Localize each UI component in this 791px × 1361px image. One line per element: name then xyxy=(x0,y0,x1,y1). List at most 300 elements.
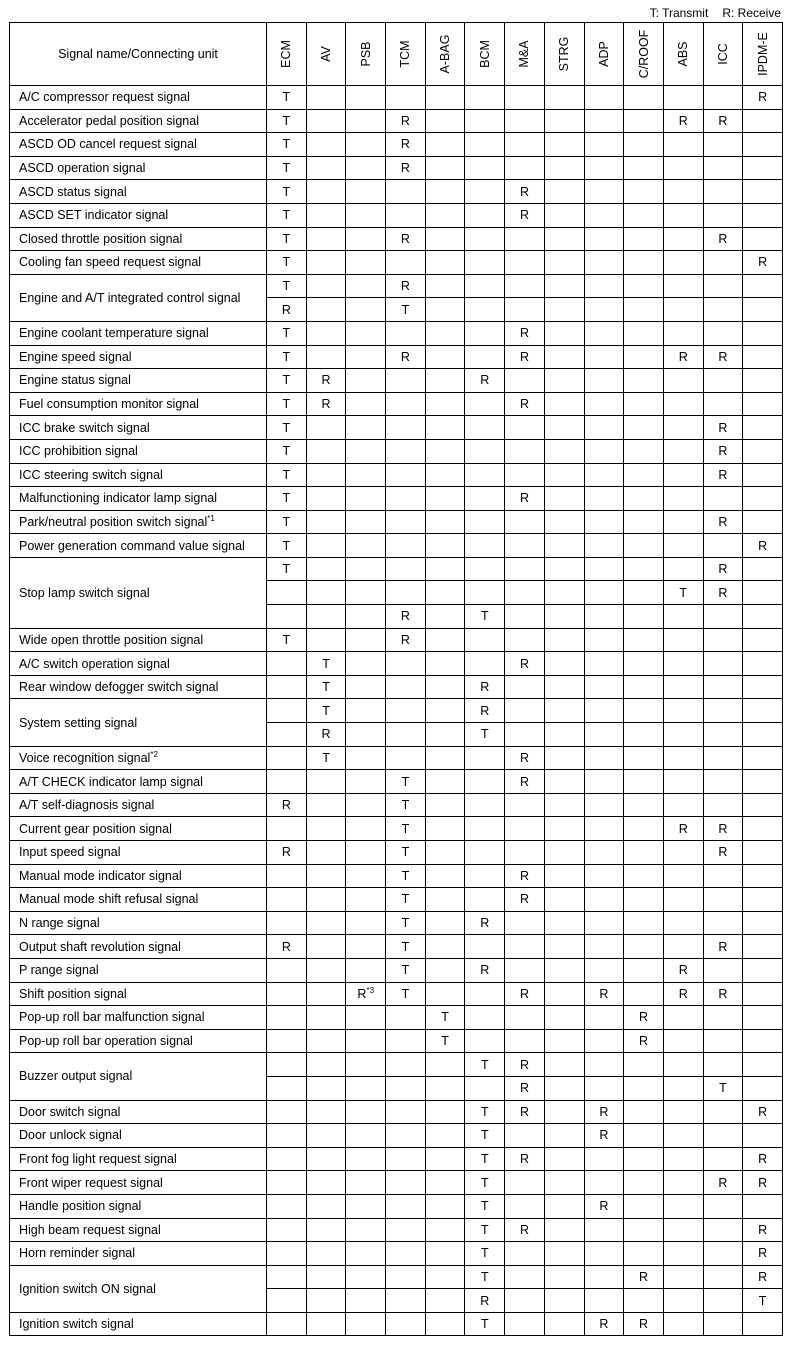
signal-name xyxy=(10,180,267,204)
signal-name-text: Buzzer output signal xyxy=(19,1069,133,1084)
cell-ecm xyxy=(267,180,307,204)
signal-name-text: Accelerator pedal position signal xyxy=(19,113,199,128)
cell-icc xyxy=(703,746,743,770)
cell-a-bag xyxy=(425,935,465,959)
cell-strg xyxy=(544,487,584,511)
cell-value: R xyxy=(519,1152,529,1167)
cell-abs xyxy=(663,1265,703,1289)
cell-m-a xyxy=(505,958,545,982)
unit-header-label: AV xyxy=(319,46,334,62)
cell-strg xyxy=(544,770,584,794)
cell-abs xyxy=(663,1147,703,1171)
cell-value: T xyxy=(282,373,291,388)
cell-ipdm-e xyxy=(743,345,783,369)
cell-icc xyxy=(703,1312,743,1336)
cell-av xyxy=(306,487,346,511)
cell-av xyxy=(306,463,346,487)
cell-m-a xyxy=(505,864,545,888)
cell-av xyxy=(306,958,346,982)
table-row xyxy=(10,1171,783,1195)
cell-value: R xyxy=(639,1317,649,1332)
cell-c-roof xyxy=(624,1312,664,1336)
cell-tcm xyxy=(386,416,426,440)
cell-c-roof xyxy=(624,746,664,770)
signal-name xyxy=(10,1265,267,1312)
cell-strg xyxy=(544,675,584,699)
signal-name-text: Door switch signal xyxy=(19,1104,121,1119)
cell-adp xyxy=(584,1147,624,1171)
cell-abs xyxy=(663,888,703,912)
cell-a-bag xyxy=(425,746,465,770)
cell-adp xyxy=(584,793,624,817)
cell-psb xyxy=(346,1076,386,1100)
cell-tcm xyxy=(386,439,426,463)
cell-icc xyxy=(703,1171,743,1195)
cell-c-roof xyxy=(624,1265,664,1289)
signal-name xyxy=(10,487,267,511)
cell-value: R xyxy=(519,750,529,765)
cell-value: T xyxy=(401,986,410,1001)
cell-bcm xyxy=(465,1029,505,1053)
cell-tcm xyxy=(386,1053,426,1077)
cell-ipdm-e xyxy=(743,203,783,227)
cell-ipdm-e xyxy=(743,935,783,959)
cell-c-roof xyxy=(624,392,664,416)
cell-value: R xyxy=(678,963,688,978)
signal-name xyxy=(10,439,267,463)
cell-a-bag xyxy=(425,1006,465,1030)
cell-ipdm-e xyxy=(743,1312,783,1336)
cell-m-a xyxy=(505,935,545,959)
cell-psb xyxy=(346,628,386,652)
cell-value: R xyxy=(718,585,728,600)
cell-ecm xyxy=(267,156,307,180)
cell-adp xyxy=(584,958,624,982)
cell-value: R xyxy=(718,986,728,1001)
cell-bcm xyxy=(465,1218,505,1242)
cell-value: T xyxy=(480,609,489,624)
signal-name-text: Ignition switch signal xyxy=(19,1317,134,1332)
cell-adp xyxy=(584,1242,624,1266)
cell-bcm xyxy=(465,628,505,652)
unit-header-label: PSB xyxy=(358,41,373,67)
cell-m-a xyxy=(505,699,545,723)
cell-tcm xyxy=(386,1265,426,1289)
cell-abs xyxy=(663,251,703,275)
cell-c-roof xyxy=(624,321,664,345)
cell-m-a xyxy=(505,1242,545,1266)
cell-bcm xyxy=(465,817,505,841)
signal-name-text: A/T CHECK indicator lamp signal xyxy=(19,774,203,789)
cell-ecm xyxy=(267,793,307,817)
cell-psb xyxy=(346,156,386,180)
cell-adp xyxy=(584,1265,624,1289)
cell-a-bag xyxy=(425,345,465,369)
cell-a-bag xyxy=(425,463,465,487)
cell-ecm xyxy=(267,534,307,558)
cell-strg xyxy=(544,439,584,463)
table-row xyxy=(10,274,783,298)
cell-bcm xyxy=(465,888,505,912)
signal-name-text: Door unlock signal xyxy=(19,1128,122,1143)
cell-m-a xyxy=(505,1147,545,1171)
cell-av xyxy=(306,817,346,841)
cell-ipdm-e xyxy=(743,1006,783,1030)
cell-bcm xyxy=(465,510,505,534)
cell-psb xyxy=(346,557,386,581)
cell-ipdm-e xyxy=(743,1218,783,1242)
cell-ecm xyxy=(267,982,307,1006)
cell-adp xyxy=(584,864,624,888)
cell-tcm xyxy=(386,1218,426,1242)
cell-psb xyxy=(346,1218,386,1242)
cell-av xyxy=(306,1289,346,1313)
cell-adp xyxy=(584,227,624,251)
cell-a-bag xyxy=(425,864,465,888)
cell-value: R xyxy=(400,632,410,647)
cell-strg xyxy=(544,1289,584,1313)
cell-ipdm-e xyxy=(743,510,783,534)
cell-ipdm-e xyxy=(743,841,783,865)
cell-psb xyxy=(346,369,386,393)
cell-tcm xyxy=(386,298,426,322)
table-row xyxy=(10,439,783,463)
cell-a-bag xyxy=(425,392,465,416)
cell-psb xyxy=(346,274,386,298)
table-row xyxy=(10,534,783,558)
cell-icc xyxy=(703,109,743,133)
cell-ecm xyxy=(267,369,307,393)
cell-abs xyxy=(663,298,703,322)
cell-av xyxy=(306,1194,346,1218)
signal-name-text: Park/neutral position switch signal xyxy=(19,514,208,529)
cell-strg xyxy=(544,180,584,204)
cell-adp xyxy=(584,770,624,794)
cell-ipdm-e xyxy=(743,793,783,817)
cell-icc xyxy=(703,888,743,912)
cell-strg xyxy=(544,133,584,157)
cell-value: T xyxy=(401,916,410,931)
unit-header-label: C/ROOF xyxy=(636,29,651,79)
cell-av xyxy=(306,935,346,959)
cell-ipdm-e xyxy=(743,864,783,888)
cell-icc xyxy=(703,770,743,794)
cell-abs xyxy=(663,109,703,133)
signal-name-text: Engine speed signal xyxy=(19,349,132,364)
cell-av xyxy=(306,1076,346,1100)
cell-abs xyxy=(663,1029,703,1053)
unit-header-label: ABS xyxy=(676,41,691,67)
cell-tcm xyxy=(386,1289,426,1313)
cell-c-roof xyxy=(624,958,664,982)
cell-c-roof xyxy=(624,699,664,723)
cell-av xyxy=(306,581,346,605)
cell-psb xyxy=(346,652,386,676)
legend xyxy=(650,6,781,20)
cell-abs xyxy=(663,628,703,652)
cell-abs xyxy=(663,86,703,110)
table-row xyxy=(10,1100,783,1124)
signal-name-text: Cooling fan speed request signal xyxy=(19,255,202,270)
cell-m-a xyxy=(505,982,545,1006)
cell-strg xyxy=(544,298,584,322)
cell-av xyxy=(306,1053,346,1077)
cell-a-bag xyxy=(425,1053,465,1077)
cell-adp xyxy=(584,1194,624,1218)
cell-av xyxy=(306,557,346,581)
table-row xyxy=(10,1194,783,1218)
cell-adp xyxy=(584,133,624,157)
cell-a-bag xyxy=(425,534,465,558)
cell-adp xyxy=(584,1029,624,1053)
table-body xyxy=(10,86,783,1336)
cell-abs xyxy=(663,1006,703,1030)
cell-ipdm-e xyxy=(743,1029,783,1053)
cell-value: T xyxy=(282,514,291,529)
cell-ecm xyxy=(267,864,307,888)
cell-value: R xyxy=(758,90,768,105)
cell-abs xyxy=(663,534,703,558)
signal-name-text: ICC prohibition signal xyxy=(19,444,138,459)
cell-ipdm-e xyxy=(743,392,783,416)
cell-ecm xyxy=(267,251,307,275)
cell-bcm xyxy=(465,1289,505,1313)
cell-value: R xyxy=(758,1222,768,1237)
cell-value: T xyxy=(282,349,291,364)
cell-value: T xyxy=(282,184,291,199)
cell-c-roof xyxy=(624,203,664,227)
cell-adp xyxy=(584,699,624,723)
cell-tcm xyxy=(386,203,426,227)
cell-bcm xyxy=(465,1006,505,1030)
cell-m-a xyxy=(505,1124,545,1148)
cell-m-a xyxy=(505,1218,545,1242)
cell-icc xyxy=(703,463,743,487)
cell-c-roof xyxy=(624,1124,664,1148)
cell-value: R xyxy=(519,892,529,907)
cell-psb xyxy=(346,416,386,440)
cell-m-a xyxy=(505,251,545,275)
cell-psb xyxy=(346,935,386,959)
cell-psb xyxy=(346,227,386,251)
cell-tcm xyxy=(386,180,426,204)
cell-tcm xyxy=(386,982,426,1006)
cell-adp xyxy=(584,180,624,204)
cell-bcm xyxy=(465,109,505,133)
cell-psb xyxy=(346,109,386,133)
cell-strg xyxy=(544,345,584,369)
footnote-marker: *3 xyxy=(366,985,375,995)
unit-header-bcm xyxy=(465,23,505,86)
cell-value: R xyxy=(718,821,728,836)
cell-m-a xyxy=(505,793,545,817)
cell-c-roof xyxy=(624,439,664,463)
cell-c-roof xyxy=(624,251,664,275)
cell-value: T xyxy=(401,868,410,883)
cell-icc xyxy=(703,911,743,935)
unit-header-label: IPDM-E xyxy=(755,32,770,76)
signal-name-text: Input speed signal xyxy=(19,845,121,860)
cell-strg xyxy=(544,1265,584,1289)
cell-ipdm-e xyxy=(743,557,783,581)
cell-bcm xyxy=(465,864,505,888)
cell-icc xyxy=(703,510,743,534)
cell-icc xyxy=(703,557,743,581)
cell-value: R xyxy=(519,491,529,506)
cell-bcm xyxy=(465,321,505,345)
cell-value: R xyxy=(519,774,529,789)
signal-name-text: Wide open throttle position signal xyxy=(19,632,204,647)
cell-adp xyxy=(584,817,624,841)
cell-value: T xyxy=(282,491,291,506)
header-row xyxy=(10,23,783,86)
cell-strg xyxy=(544,1124,584,1148)
cell-abs xyxy=(663,392,703,416)
cell-a-bag xyxy=(425,86,465,110)
cell-abs xyxy=(663,770,703,794)
cell-psb xyxy=(346,723,386,747)
cell-abs xyxy=(663,723,703,747)
cell-tcm xyxy=(386,109,426,133)
cell-icc xyxy=(703,180,743,204)
cell-ecm xyxy=(267,935,307,959)
cell-abs xyxy=(663,1218,703,1242)
cell-psb xyxy=(346,1265,386,1289)
cell-adp xyxy=(584,982,624,1006)
cell-bcm xyxy=(465,1100,505,1124)
cell-bcm xyxy=(465,652,505,676)
cell-tcm xyxy=(386,1006,426,1030)
cell-ipdm-e xyxy=(743,1171,783,1195)
cell-a-bag xyxy=(425,770,465,794)
cell-value: R xyxy=(718,231,728,246)
cell-psb xyxy=(346,534,386,558)
unit-header-psb xyxy=(346,23,386,86)
cell-a-bag xyxy=(425,439,465,463)
cell-c-roof xyxy=(624,1171,664,1195)
cell-value: T xyxy=(282,467,291,482)
cell-tcm xyxy=(386,1242,426,1266)
cell-ecm xyxy=(267,392,307,416)
cell-bcm xyxy=(465,369,505,393)
cell-bcm xyxy=(465,982,505,1006)
cell-m-a xyxy=(505,723,545,747)
cell-value: T xyxy=(282,161,291,176)
cell-c-roof xyxy=(624,841,664,865)
cell-tcm xyxy=(386,1076,426,1100)
cell-a-bag xyxy=(425,274,465,298)
cell-value: T xyxy=(322,656,330,671)
cell-psb xyxy=(346,86,386,110)
signal-name-text: Pop-up roll bar operation signal xyxy=(19,1034,193,1049)
cell-value: R xyxy=(321,727,331,742)
table-row xyxy=(10,888,783,912)
cell-c-roof xyxy=(624,1289,664,1313)
legend-receive: R: Receive xyxy=(722,6,781,20)
cell-a-bag xyxy=(425,1124,465,1148)
cell-tcm xyxy=(386,1171,426,1195)
cell-icc xyxy=(703,958,743,982)
cell-tcm xyxy=(386,227,426,251)
cell-a-bag xyxy=(425,298,465,322)
cell-psb xyxy=(346,793,386,817)
cell-m-a xyxy=(505,581,545,605)
signal-name-text: Manual mode shift refusal signal xyxy=(19,892,199,907)
cell-abs xyxy=(663,274,703,298)
cell-strg xyxy=(544,1076,584,1100)
cell-psb xyxy=(346,911,386,935)
cell-ipdm-e xyxy=(743,1242,783,1266)
signal-name xyxy=(10,793,267,817)
cell-m-a xyxy=(505,1312,545,1336)
cell-m-a xyxy=(505,1006,545,1030)
cell-av xyxy=(306,274,346,298)
signal-name xyxy=(10,888,267,912)
signal-name-text: System setting signal xyxy=(19,715,138,730)
cell-abs xyxy=(663,675,703,699)
cell-bcm xyxy=(465,487,505,511)
cell-tcm xyxy=(386,652,426,676)
cell-bcm xyxy=(465,1076,505,1100)
cell-av xyxy=(306,911,346,935)
cell-value: R xyxy=(599,1317,609,1332)
table-row xyxy=(10,180,783,204)
cell-av xyxy=(306,841,346,865)
cell-av xyxy=(306,1312,346,1336)
cell-psb xyxy=(346,392,386,416)
cell-bcm xyxy=(465,911,505,935)
signal-name xyxy=(10,86,267,110)
table-row xyxy=(10,935,783,959)
cell-adp xyxy=(584,1171,624,1195)
cell-ipdm-e xyxy=(743,723,783,747)
cell-abs xyxy=(663,605,703,629)
cell-icc xyxy=(703,133,743,157)
cell-value: R xyxy=(400,231,410,246)
cell-tcm xyxy=(386,1100,426,1124)
cell-tcm xyxy=(386,935,426,959)
cell-av xyxy=(306,746,346,770)
cell-a-bag xyxy=(425,251,465,275)
cell-av xyxy=(306,1265,346,1289)
cell-value: R xyxy=(639,1010,649,1025)
cell-value: R xyxy=(480,703,490,718)
cell-abs xyxy=(663,1076,703,1100)
signal-name-text: Malfunctioning indicator lamp signal xyxy=(19,491,218,506)
cell-bcm xyxy=(465,1242,505,1266)
cell-ecm xyxy=(267,86,307,110)
cell-av xyxy=(306,1006,346,1030)
cell-value: R xyxy=(357,986,367,1001)
cell-strg xyxy=(544,652,584,676)
cell-psb xyxy=(346,1124,386,1148)
cell-abs xyxy=(663,463,703,487)
cell-ecm xyxy=(267,817,307,841)
unit-header-label: BCM xyxy=(477,40,492,68)
signal-name-text: Voice recognition signal xyxy=(19,750,151,765)
cell-bcm xyxy=(465,156,505,180)
cell-value: R xyxy=(400,113,410,128)
cell-value: R xyxy=(718,1175,728,1190)
footnote-marker: *1 xyxy=(207,513,215,523)
cell-psb xyxy=(346,345,386,369)
cell-bcm xyxy=(465,1124,505,1148)
cell-value: T xyxy=(480,1246,489,1261)
cell-psb xyxy=(346,1194,386,1218)
cell-bcm xyxy=(465,675,505,699)
cell-strg xyxy=(544,534,584,558)
unit-header-c-roof xyxy=(624,23,664,86)
